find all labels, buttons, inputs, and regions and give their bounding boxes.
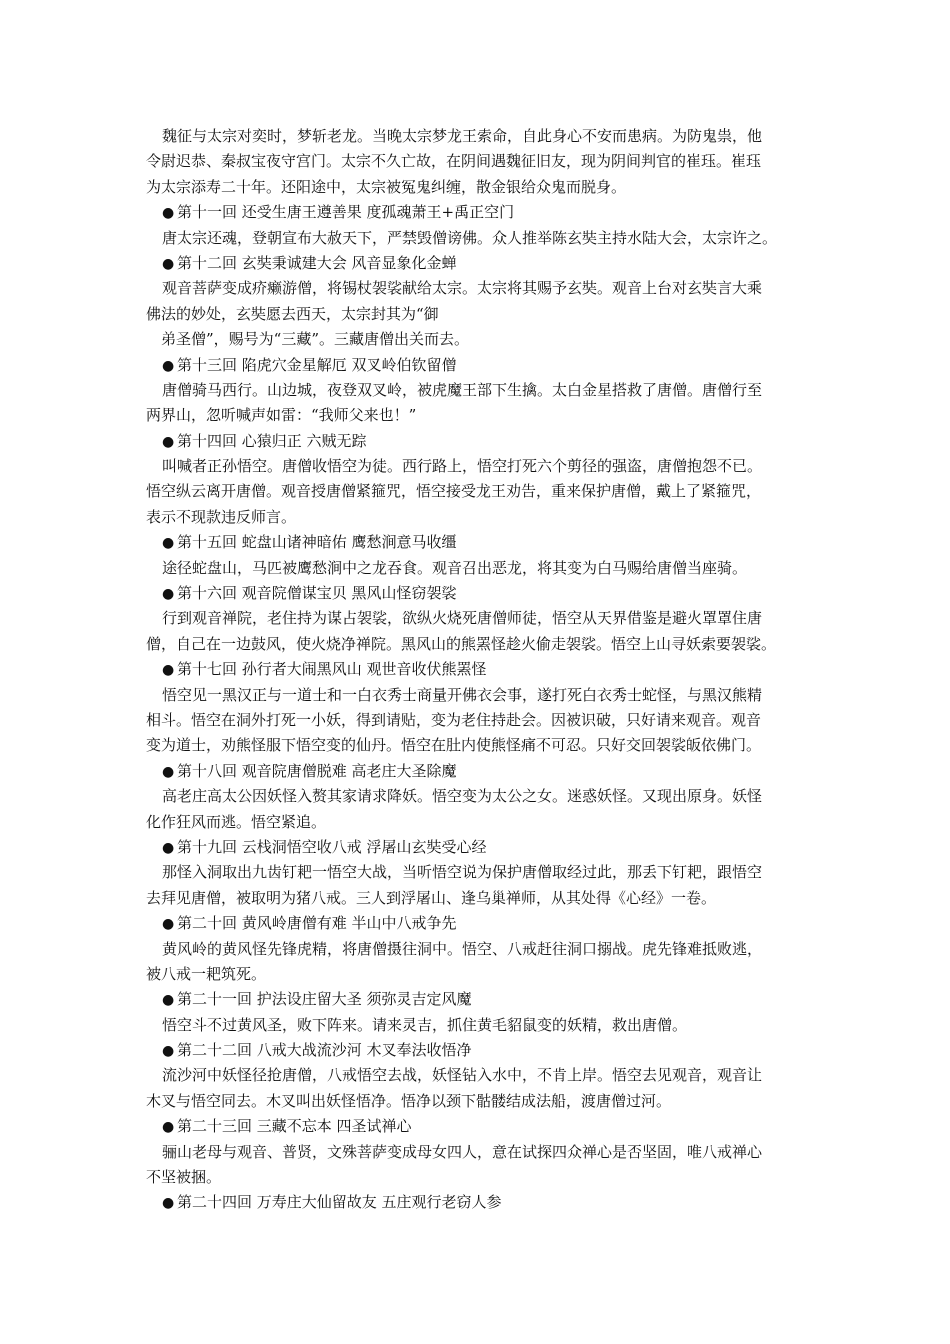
- bullet-icon: ●: [162, 662, 175, 679]
- chapter-title: 第十九回 云栈洞悟空收八戒 浮屠山玄奘受心经: [177, 837, 487, 856]
- paragraph-line: 黄风岭的黄风怪先锋虎精，将唐僧摄往洞中。悟空、八戒赶往洞口搦战。虎先锋难抵败逃，: [162, 939, 763, 958]
- chapter-title: 第二十二回 八戒大战流沙河 木叉奉法收悟净: [177, 1041, 472, 1060]
- paragraph-line: 表示不现款违反师言。: [146, 507, 297, 526]
- paragraph-line: 途径蛇盘山，马匹被鹰愁涧中之龙吞食。观音召出恶龙，将其变为白马赐给唐僧当座骑。: [162, 558, 748, 577]
- paragraph-line: 化作狂风而逃。悟空紧追。: [146, 812, 327, 831]
- chapter-title: 第十八回 观音院唐僧脱难 高老庄大圣除魔: [177, 761, 457, 780]
- bullet-icon: ●: [162, 763, 175, 780]
- chapter-title: 第十一回 还受生唐王遵善果 度孤魂萧王+禹正空门: [177, 203, 515, 222]
- chapter-heading: [146, 657, 810, 682]
- chapter-heading: [146, 835, 810, 860]
- chapter-title: 第十七回 孙行者大闹黑风山 观世音收伏熊罴怪: [177, 660, 487, 679]
- paragraph-line: 不坚被捆。: [146, 1168, 222, 1187]
- chapter-heading: [146, 1190, 810, 1215]
- paragraph-line: 去拜见唐僧，被取明为猪八戒。三人到浮屠山、逢乌巢禅师，从其处得《心经》一卷。: [146, 888, 717, 907]
- chapter-heading: [146, 1038, 810, 1063]
- chapter-title: 第十六回 观音院僧谋宝贝 黑风山怪窃袈裟: [177, 584, 457, 603]
- paragraph-line: 木叉与悟空同去。木叉叫出妖怪悟净。悟净以颈下骷髅结成法船，渡唐僧过河。: [146, 1091, 672, 1110]
- chapter-heading: [146, 429, 810, 454]
- paragraph-line: 魏征与太宗对奕时，梦斩老龙。当晚太宗梦龙王索命，自此身心不安而患病。为防鬼祟，他: [162, 127, 763, 145]
- chapter-title: 第十二回 玄奘秉诚建大会 风音显象化金蝉: [177, 253, 457, 272]
- paragraph-line: 高老庄高太公因妖怪入赘其家请求降妖。悟空变为太公之女。迷惑妖怪。又现出原身。妖怪: [162, 787, 763, 806]
- bullet-icon: ●: [162, 586, 175, 603]
- paragraph-line: 那怪入洞取出九齿钉耙一悟空大战，当听悟空说为保护唐僧取经过此，那丢下钉耙，跟悟空: [162, 863, 763, 882]
- chapter-heading: [146, 987, 810, 1012]
- chapter-heading: [146, 581, 810, 606]
- bullet-icon: ●: [162, 205, 175, 222]
- paragraph-line: 流沙河中妖怪径抢唐僧，八戒悟空去战，妖怪钻入水中，不肯上岸。悟空去见观音，观音让: [162, 1066, 763, 1085]
- paragraph-line: 被八戒一耙筑死。: [146, 964, 267, 983]
- paragraph-line: 唐太宗还魂，登朝宣布大赦天下，严禁毁僧谤佛。众人推举陈玄奘主持水陆大会，太宗许之。: [162, 228, 778, 247]
- bullet-icon: ●: [162, 535, 175, 552]
- bullet-icon: ●: [162, 255, 175, 272]
- paragraph-line: 变为道士，劝熊怪服下悟空变的仙丹。悟空在肚内使熊怪痛不可忍。只好交回袈裟皈依佛门。: [146, 736, 762, 755]
- paragraph-line: 行到观音禅院，老住持为谋占袈裟，欲纵火烧死唐僧师徒，悟空从天界借鉴是避火罩罩住唐: [162, 609, 763, 628]
- chapter-heading: [146, 200, 810, 225]
- chapter-heading: [146, 353, 810, 378]
- paragraph-line: 悟空斗不过黄风圣，败下阵来。请来灵吉，抓住黄毛貂鼠变的妖精，救出唐僧。: [162, 1015, 688, 1034]
- chapter-title: 第十五回 蛇盘山诸神暗佑 鹰愁涧意马收缰: [177, 533, 457, 552]
- paragraph-line: 为太宗添寿二十年。还阳途中，太宗被冤鬼纠缠，散金银给众鬼而脱身。: [146, 177, 627, 196]
- paragraph-line: 悟空纵云离开唐僧。观音授唐僧紧箍咒，悟空接受龙王劝告，重来保护唐僧，戴上了紧箍咒，: [146, 482, 762, 501]
- bullet-icon: ●: [162, 839, 175, 856]
- bullet-icon: ●: [162, 992, 175, 1009]
- chapter-heading: [146, 251, 810, 276]
- chapter-heading: [146, 1114, 810, 1139]
- paragraph-line: 骊山老母与观音、普贤，文殊菩萨变成母女四人，意在试探四众禅心是否坚固，唯八戒禅心: [162, 1142, 763, 1161]
- paragraph-line: 相斗。悟空在洞外打死一小妖，得到请贴，变为老住持赴会。因被识破，只好请来观音。观音: [146, 710, 762, 729]
- chapter-title: 第二十回 黄风岭唐僧有难 半山中八戒争先: [177, 914, 457, 933]
- bullet-icon: ●: [162, 1043, 175, 1060]
- bullet-icon: ●: [162, 357, 175, 374]
- paragraph-line: 佛法的妙处，玄奘愿去西天，太宗封其为“御: [146, 304, 439, 323]
- document-body: [146, 124, 810, 1216]
- paragraph-line: 观音菩萨变成疥癞游僧，将锡杖袈裟献给太宗。太宗将其赐予玄奘。观音上台对玄奘言大乘: [162, 279, 763, 298]
- chapter-title: 第二十三回 三藏不忘本 四圣试禅心: [177, 1117, 412, 1136]
- paragraph-line: 悟空见一黑汉正与一道士和一白衣秀士商量开佛衣会事，遂打死白衣秀士蛇怪，与黑汉熊精: [162, 685, 763, 704]
- chapter-heading: [146, 759, 810, 784]
- chapter-heading: [146, 530, 810, 555]
- chapter-heading: [146, 911, 810, 936]
- paragraph-line: 两界山，忽听喊声如雷：“我师父来也！”: [146, 406, 417, 425]
- bullet-icon: ●: [162, 916, 175, 933]
- paragraph-line: 唐僧骑马西行。山边城，夜登双叉岭，被虎魔王部下生擒。太白金星搭救了唐僧。唐僧行至: [162, 380, 763, 399]
- bullet-icon: ●: [162, 1119, 175, 1136]
- paragraph-line: 弟圣僧”，赐号为“三藏”。三藏唐僧出关而去。: [146, 330, 470, 349]
- chapter-title: 第十三回 陷虎穴金星解厄 双叉岭伯钦留僧: [177, 355, 457, 374]
- bullet-icon: ●: [162, 433, 175, 450]
- paragraph-line: 叫喊者正孙悟空。唐僧收悟空为徒。西行路上，悟空打死六个剪径的强盗，唐僧抱怨不已。: [162, 457, 763, 476]
- chapter-title: 第二十四回 万寿庄大仙留故友 五庄观行老窃人参: [177, 1193, 502, 1212]
- bullet-icon: ●: [162, 1195, 175, 1212]
- paragraph-line: 僧，自己在一边鼓风，使火烧净禅院。黑风山的熊罴怪趁火偷走袈裟。悟空上山寻妖索要袈裟。: [146, 634, 777, 653]
- chapter-title: 第十四回 心猿归正 六贼无踪: [177, 431, 367, 450]
- chapter-title: 第二十一回 护法设庄留大圣 须弥灵吉定风魔: [177, 990, 472, 1009]
- paragraph-line: 令尉迟恭、秦叔宝夜守宫门。太宗不久亡故，在阴间遇魏征旧友，现为阴间判官的崔珏。崔珏: [146, 152, 762, 171]
